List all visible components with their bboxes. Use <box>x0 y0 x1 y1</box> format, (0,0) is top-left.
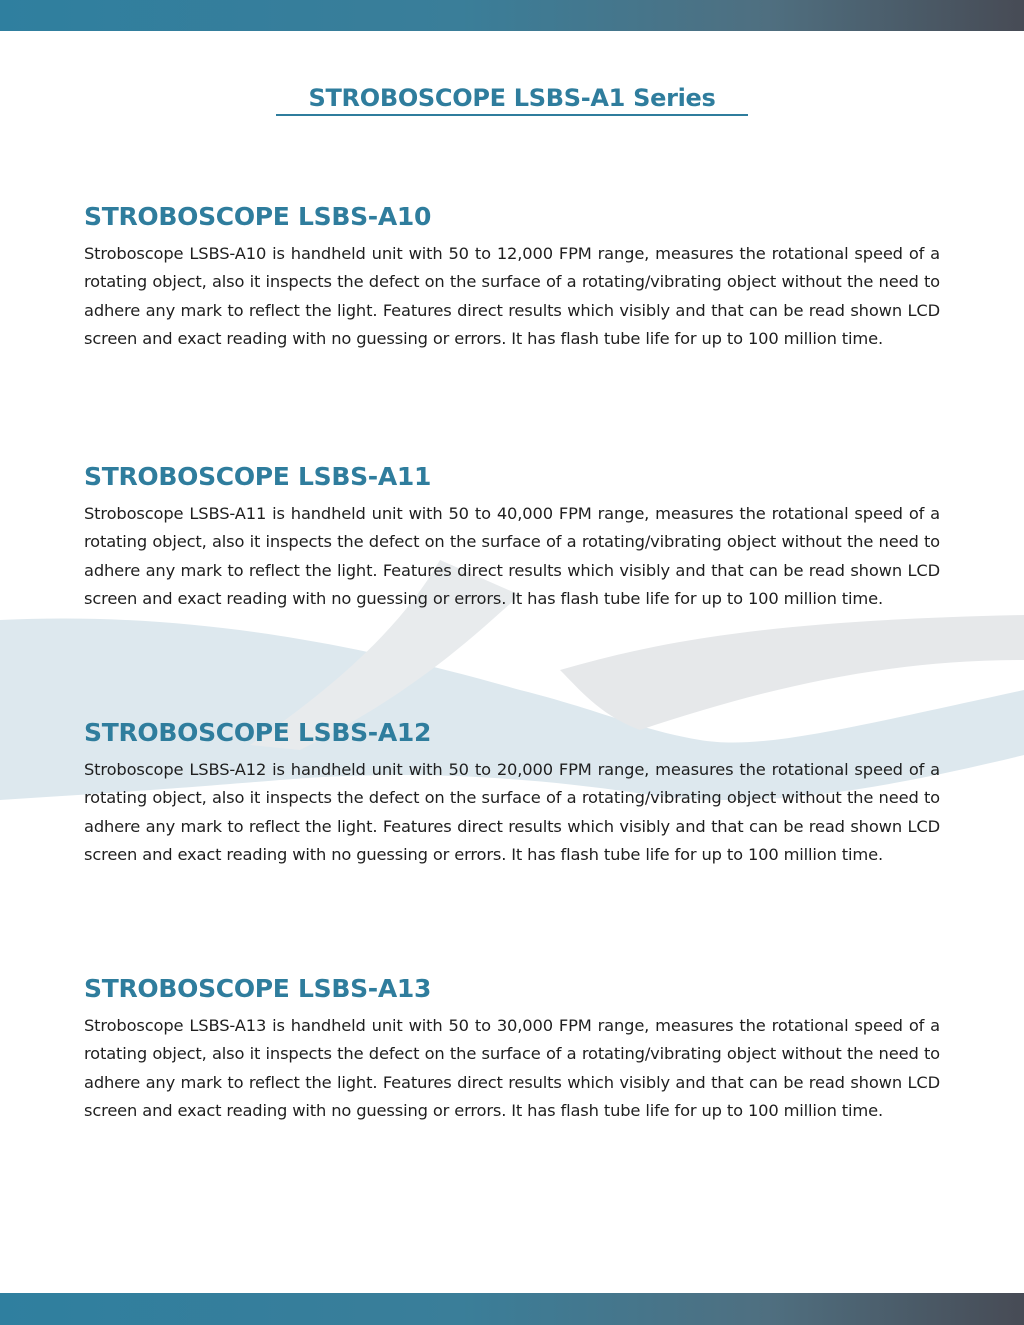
page-title-text: STROBOSCOPE LSBS-A1 Series <box>276 84 748 116</box>
product-section <box>84 200 940 354</box>
top-header-bar <box>0 0 1024 31</box>
section-body: Stroboscope LSBS-A11 is handheld unit with 50 to 40,000 FPM range, measures the rotational speed of a rotating object, also it inspects the defect on the surface of a rotating/vibrating object without the need to adhere any mark to reflect the light. Features direct results which visibly and that can be read shown LCD screen and exact reading with no guessing or errors. It has flash tube life for up to 100 million time. <box>84 504 940 609</box>
product-section <box>84 716 940 870</box>
page-title <box>0 84 1024 116</box>
section-heading: STROBOSCOPE LSBS-A11 <box>84 462 432 491</box>
section-heading: STROBOSCOPE LSBS-A13 <box>84 974 432 1003</box>
section-heading: STROBOSCOPE LSBS-A12 <box>84 718 432 747</box>
section-body: Stroboscope LSBS-A12 is handheld unit with 50 to 20,000 FPM range, measures the rotational speed of a rotating object, also it inspects the defect on the surface of a rotating/vibrating object without the need to adhere any mark to reflect the light. Features direct results which visibly and that can be read shown LCD screen and exact reading with no guessing or errors. It has flash tube life for up to 100 million time. <box>84 760 940 865</box>
bottom-footer-bar <box>0 1293 1024 1325</box>
section-heading: STROBOSCOPE LSBS-A10 <box>84 202 432 231</box>
section-body: Stroboscope LSBS-A10 is handheld unit with 50 to 12,000 FPM range, measures the rotational speed of a rotating object, also it inspects the defect on the surface of a rotating/vibrating object without the need to adhere any mark to reflect the light. Features direct results which visibly and that can be read shown LCD screen and exact reading with no guessing or errors. It has flash tube life for up to 100 million time. <box>84 244 940 349</box>
product-section <box>84 460 940 614</box>
section-body: Stroboscope LSBS-A13 is handheld unit with 50 to 30,000 FPM range, measures the rotational speed of a rotating object, also it inspects the defect on the surface of a rotating/vibrating object without the need to adhere any mark to reflect the light. Features direct results which visibly and that can be read shown LCD screen and exact reading with no guessing or errors. It has flash tube life for up to 100 million time. <box>84 1016 940 1121</box>
product-section <box>84 972 940 1126</box>
